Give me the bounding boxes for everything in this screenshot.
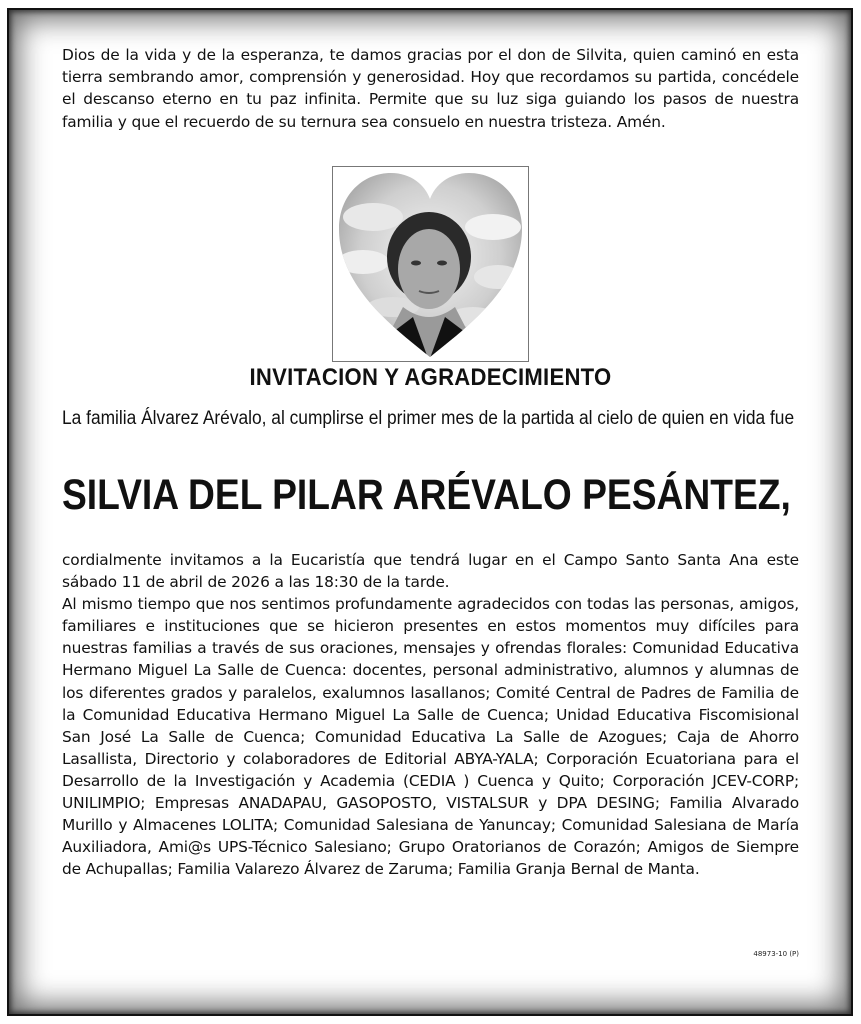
portrait-photo xyxy=(332,166,529,362)
reference-code: 48973-10 (P) xyxy=(753,950,799,958)
heart-portrait-icon xyxy=(333,167,528,361)
deceased-name: SILVIA DEL PILAR ARÉVALO PESÁNTEZ, xyxy=(62,471,791,519)
invitation-text: cordialmente invitamos a la Eucaristía que tendrá lugar en el Campo Santo Santa Ana este sábado 11 de abril de 2026 a las 18:30 de la tarde. xyxy=(62,551,799,592)
body-text xyxy=(62,549,799,880)
thanks-text: Al mismo tiempo que nos sentimos profundamente agradecidos con todas las personas, amigos, familiares e instituciones que se hicieron presentes en estos momentos muy difíciles para nuestras familias a través de sus oraciones, mensajes y ofrendas florales: Comunidad Educativa Hermano Miguel La Salle de Cuenca: docentes, personal administrativo, alumnos y alumnas de los diferentes grados y paralelos, exalumnos lasallanos; Comité Central de Padres de Familia de la Comunidad Educativa Hermano Miguel La Salle de Cuenca; Unidad Educativa Fiscomisional San José La Salle de Cuenca; Comunidad Educativa La Salle de Azogues; Caja de Ahorro Lasallista, Directorio y colaboradores de Editorial ABYA-YALA; Corporación Ecuatoriana para el Desarrollo de la Investigación y Academia (CEDIA ) Cuenca y Quito; Corporación JCEV-CORP; UNILIMPIO; Empresas ANADAPAU, GASOPOSTO, VISTALSUR y DPA DESING; Familia Alvarado Murillo y Almacenes LOLITA; Comunidad Salesiana de Yanuncay; Comunidad Salesiana de María Auxiliadora, Ami@s UPS-Técnico Salesiano; Grupo Oratorianos de Corazón; Amigos de Siempre de Achupallas; Familia Valarezo Álvarez de Zaruma; Familia Granja Bernal de Manta. xyxy=(62,595,799,879)
prayer-block xyxy=(62,44,799,133)
page-title: INVITACION Y AGRADECIMIENTO xyxy=(249,364,612,391)
intro-text: La familia Álvarez Arévalo, al cumplirse el primer mes de la partida al cielo de quien en vida fue xyxy=(62,408,795,429)
prayer-text: Dios de la vida y de la esperanza, te damos gracias por el don de Silvita, quien caminó en esta tierra sembrando amor, comprensión y generosidad. Hoy que recordamos su partida, concédele el descanso eterno en tu paz infinita. Permite que su luz siga guiando los pasos de nuestra familia y que el recuerdo de su ternura sea consuelo en nuestra tristeza. Amén. xyxy=(62,46,799,131)
